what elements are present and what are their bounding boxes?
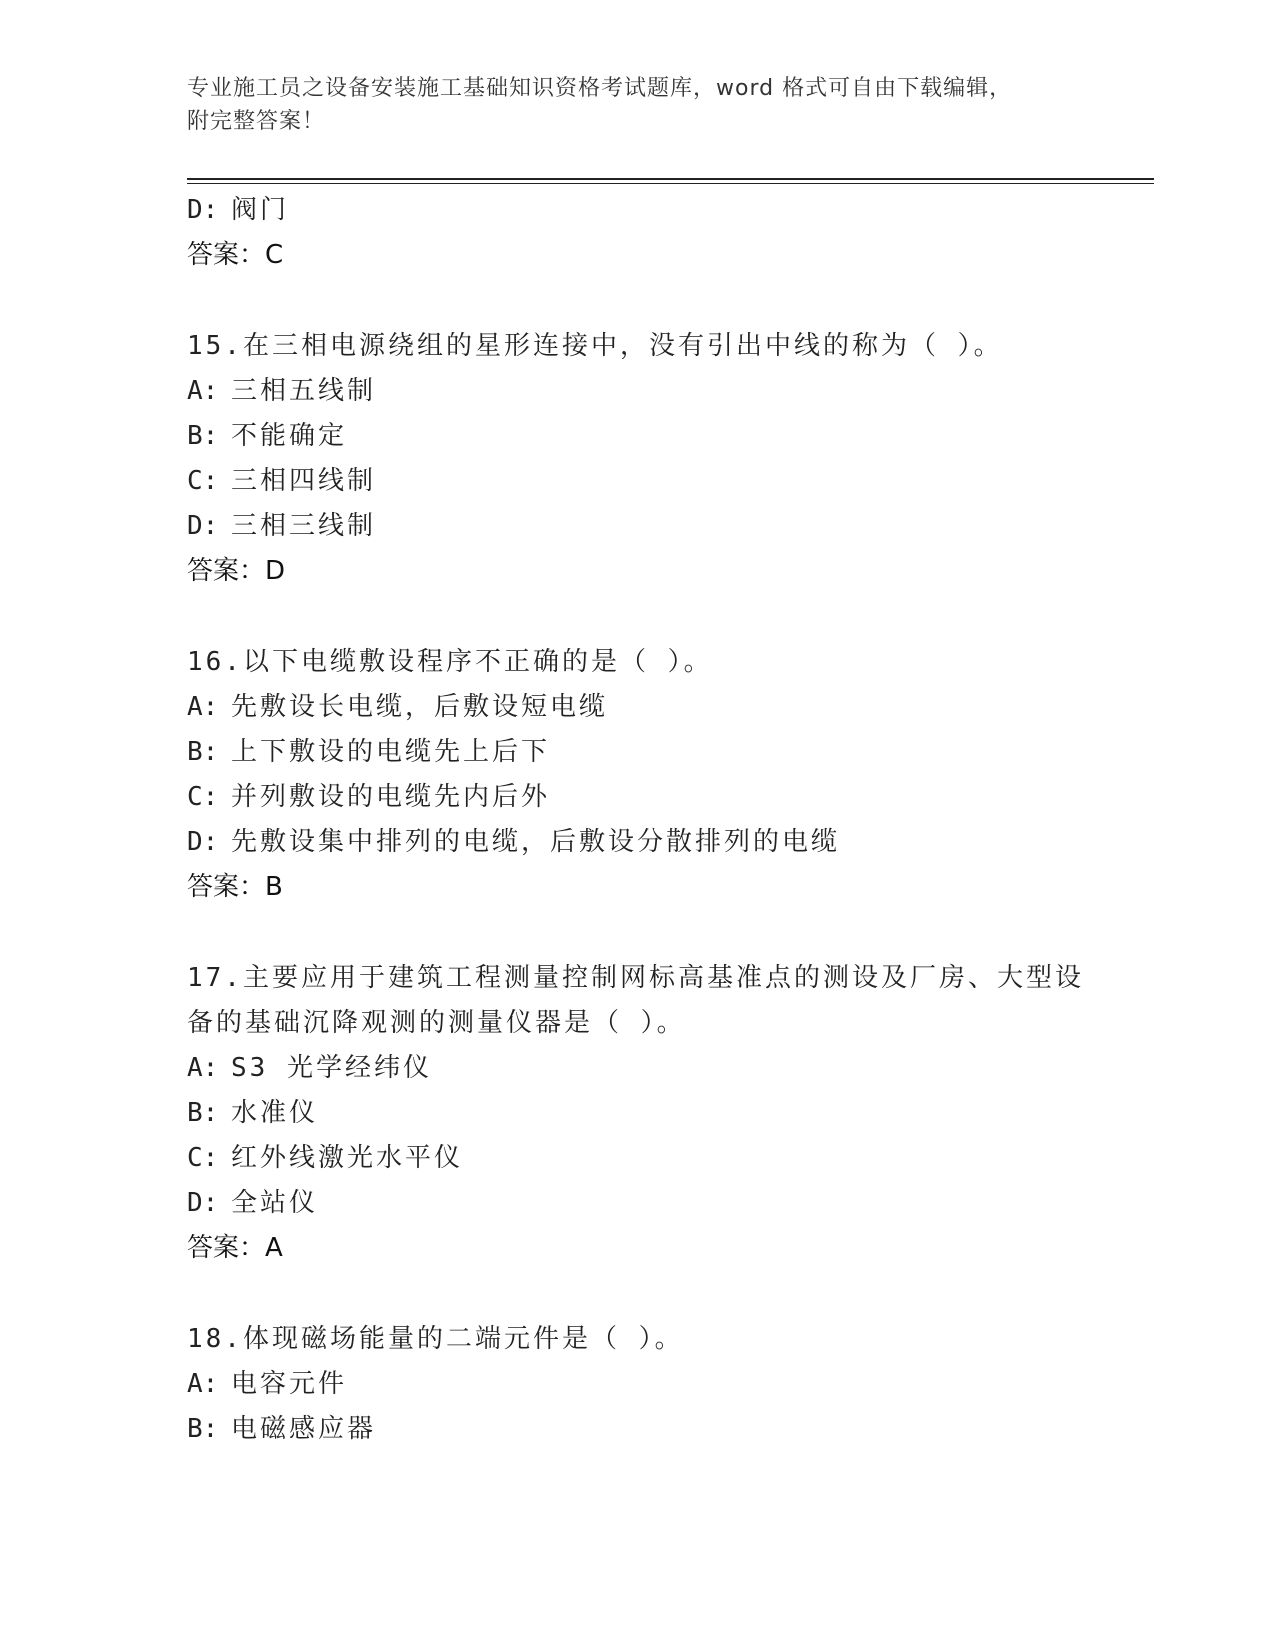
- question-number: 15.: [187, 331, 243, 361]
- option-key: C:: [187, 782, 219, 812]
- option-key: A:: [187, 692, 219, 722]
- question-number: 18.: [187, 1324, 243, 1354]
- option-key: D:: [187, 511, 219, 541]
- option-b: [187, 414, 1147, 459]
- option-text: 电磁感应器: [231, 1414, 377, 1444]
- question-stem: [187, 324, 1147, 369]
- option-text: 三相四线制: [231, 466, 377, 496]
- option-b: [187, 1407, 1147, 1452]
- option-c: [187, 775, 1147, 820]
- option-a: [187, 685, 1147, 730]
- header-divider-thick: [187, 178, 1154, 180]
- option-a: [187, 1362, 1147, 1407]
- question-stem-continued: 备的基础沉降观测的测量仪器是（ ）。: [187, 1008, 686, 1038]
- header-divider-thin: [187, 183, 1154, 184]
- option-key: C:: [187, 466, 219, 496]
- question-text: 在三相电源绕组的星形连接中，没有引出中线的称为（ ）。: [242, 331, 1003, 361]
- option-key: A:: [187, 1053, 219, 1083]
- option-key: B:: [187, 421, 219, 451]
- answer-line: 答案：B: [187, 872, 283, 902]
- option-key: C:: [187, 1143, 219, 1173]
- option-key: D:: [187, 195, 219, 225]
- question-stem: [187, 640, 1147, 685]
- question-16: [187, 640, 1147, 910]
- option-key: B:: [187, 1098, 219, 1128]
- question-number: 17.: [187, 963, 243, 993]
- option-d: [187, 188, 1147, 233]
- option-text: 上下敷设的电缆先上后下: [231, 737, 551, 767]
- question-17: [187, 956, 1147, 1271]
- option-text: 红外线激光水平仪: [231, 1143, 464, 1173]
- option-text: 全站仪: [231, 1188, 319, 1218]
- option-key: B:: [187, 737, 219, 767]
- question-14-fragment: [187, 188, 1147, 278]
- document-header: [187, 72, 1087, 138]
- header-title-line-1: 专业施工员之设备安装施工基础知识资格考试题库，word 格式可自由下载编辑，: [187, 76, 1013, 101]
- option-text: 先敷设集中排列的电缆，后敷设分散排列的电缆: [231, 827, 841, 857]
- header-title-line-2: 附完整答案！: [187, 109, 326, 134]
- question-15: [187, 324, 1147, 594]
- question-text: 体现磁场能量的二端元件是（ ）。: [242, 1324, 684, 1354]
- option-key: D:: [187, 1188, 219, 1218]
- option-text: 三相五线制: [231, 376, 377, 406]
- option-text: 电容元件: [231, 1369, 348, 1399]
- option-c: [187, 459, 1147, 504]
- option-b: [187, 730, 1147, 775]
- answer-line: 答案：D: [187, 556, 286, 586]
- option-key: B:: [187, 1414, 219, 1444]
- answer-line: 答案：A: [187, 1233, 283, 1263]
- option-key: A:: [187, 376, 219, 406]
- question-list: [187, 188, 1147, 1452]
- option-b: [187, 1091, 1147, 1136]
- option-text: 水准仪: [231, 1098, 319, 1128]
- question-text: 主要应用于建筑工程测量控制网标高基准点的测设及厂房、大型设: [242, 963, 1084, 993]
- option-text: 三相三线制: [231, 511, 377, 541]
- option-d: [187, 504, 1147, 549]
- option-key: A:: [187, 1369, 219, 1399]
- option-a: [187, 369, 1147, 414]
- answer-line: 答案：C: [187, 240, 284, 270]
- option-key: D:: [187, 827, 219, 857]
- option-text: 不能确定: [231, 421, 348, 451]
- question-stem: [187, 956, 1147, 1001]
- option-d: [187, 820, 1147, 865]
- option-text: 阀门: [231, 195, 290, 225]
- option-text: 并列敷设的电缆先内后外: [231, 782, 551, 812]
- option-c: [187, 1136, 1147, 1181]
- question-stem: [187, 1317, 1147, 1362]
- question-18: [187, 1317, 1147, 1452]
- option-d: [187, 1181, 1147, 1226]
- question-text: 以下电缆敷设程序不正确的是（ ）。: [242, 647, 713, 677]
- option-text: S3 光学经纬仪: [231, 1053, 432, 1083]
- option-text: 先敷设长电缆，后敷设短电缆: [231, 692, 609, 722]
- question-number: 16.: [187, 647, 243, 677]
- option-a: [187, 1046, 1147, 1091]
